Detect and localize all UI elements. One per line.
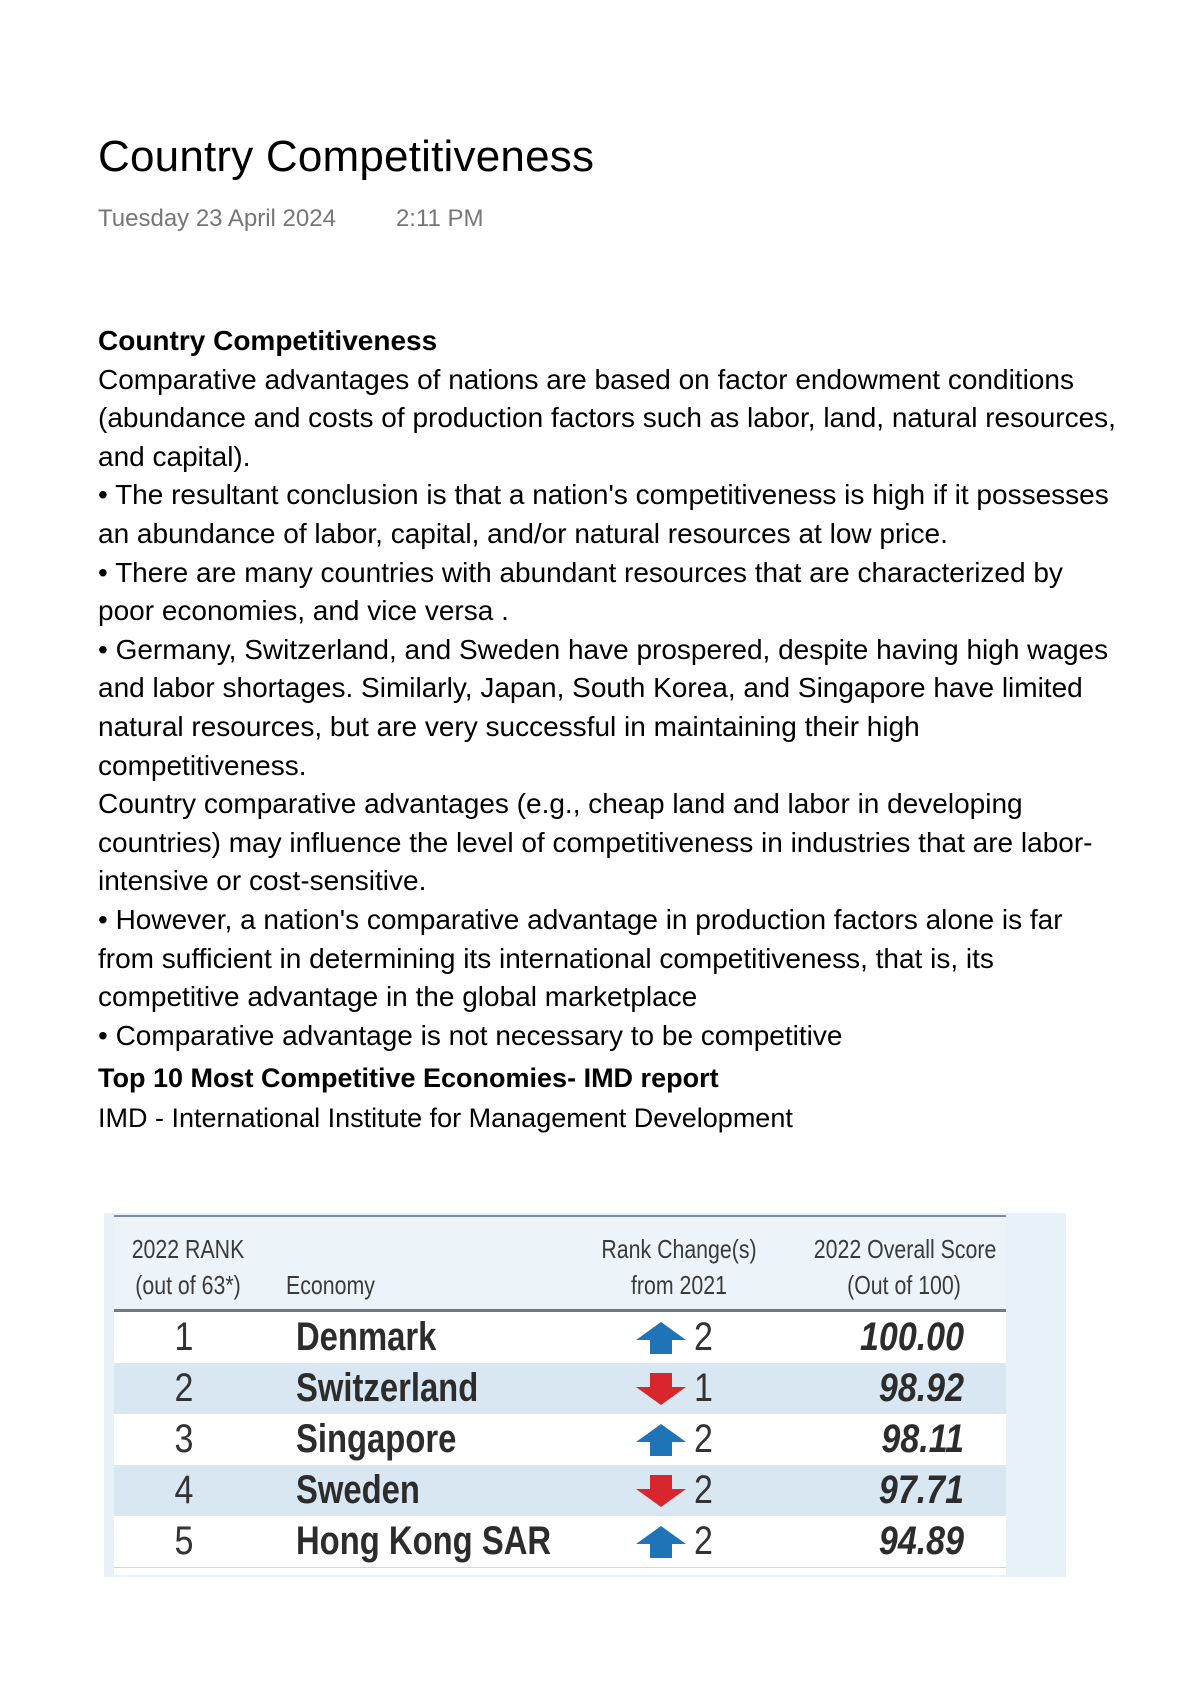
economy-cell: Switzerland <box>296 1366 479 1410</box>
table-row <box>114 1414 1006 1465</box>
table-row <box>114 1363 1006 1414</box>
economy-cell: Singapore <box>296 1417 457 1461</box>
body-line: and capital). <box>98 440 251 472</box>
body-line: Comparative advantages of nations are based on factor endowment conditions <box>98 363 1074 395</box>
arrow-up-icon <box>634 1422 688 1458</box>
page-date: Tuesday 23 April 2024 <box>98 205 336 232</box>
body-line: • Comparative advantage is not necessary to be competitive <box>98 1019 843 1051</box>
page-meta <box>98 205 484 233</box>
header-score-line2: (Out of 100) <box>847 1270 961 1300</box>
body-line: • Germany, Switzerland, and Sweden have prospered, despite having high wages <box>98 633 1109 665</box>
rank-cell: 3 <box>174 1417 194 1461</box>
rank-cell: 4 <box>174 1468 194 1512</box>
rank-change-cell: 2 <box>694 1519 713 1563</box>
rank-cell: 2 <box>174 1366 194 1410</box>
header-score <box>813 1231 997 1303</box>
economy-cell: Denmark <box>296 1315 437 1359</box>
rank-cell: 1 <box>174 1315 194 1359</box>
body-line: natural resources, but are very successful in maintaining their high <box>98 710 920 742</box>
header-rank <box>127 1231 248 1303</box>
body-line: and labor shortages. Similarly, Japan, South Korea, and Singapore have limited <box>98 672 1083 704</box>
economy-cell: Hong Kong SAR <box>296 1519 552 1563</box>
body-line: competitive advantage in the global marketplace <box>98 981 698 1013</box>
body-line: (abundance and costs of production factors such as labor, land, natural resources, <box>98 402 1116 434</box>
score-cell: 100.00 <box>860 1315 964 1359</box>
section-heading: Country Competitiveness <box>98 325 438 356</box>
body-line: • However, a nation's comparative advantage in production factors alone is far <box>98 903 1063 935</box>
economy-cell: Sweden <box>296 1468 420 1512</box>
body-line: an abundance of labor, capital, and/or natural resources at low price. <box>98 517 948 549</box>
table-inner <box>114 1215 1006 1575</box>
header-rank-line2: (out of 63*) <box>135 1270 241 1300</box>
report-subtitle: IMD - International Institute for Management Development <box>98 1103 793 1133</box>
rank-change-cell: 2 <box>694 1417 713 1461</box>
rank-change-cell: 2 <box>694 1468 713 1512</box>
report-title: Top 10 Most Competitive Economies- IMD report <box>98 1063 719 1093</box>
arrow-down-icon <box>634 1473 688 1509</box>
body-line: Country comparative advantages (e.g., cheap land and labor in developing <box>98 788 1023 820</box>
note-body <box>98 322 1200 1055</box>
score-cell: 94.89 <box>878 1519 964 1563</box>
header-change-line2: from 2021 <box>630 1270 727 1300</box>
header-change-line1: Rank Change(s) <box>601 1234 757 1264</box>
body-line: countries) may influence the level of competitiveness in industries that are labor- <box>98 826 1093 858</box>
body-line: from sufficient in determining its international competitiveness, that is, its <box>98 942 994 974</box>
arrow-up-icon <box>634 1524 688 1560</box>
rank-change-cell: 1 <box>694 1366 713 1410</box>
rank-change-cell: 2 <box>694 1315 713 1359</box>
body-line: intensive or cost-sensitive. <box>98 865 427 897</box>
score-cell: 98.92 <box>878 1366 964 1410</box>
table-header <box>114 1215 1006 1312</box>
arrow-down-icon <box>634 1371 688 1407</box>
table-row <box>114 1516 1006 1568</box>
body-line: • The resultant conclusion is that a nation's competitiveness is high if it possesses <box>98 479 1109 511</box>
table-row <box>114 1312 1006 1363</box>
header-score-line1: 2022 Overall Score <box>813 1234 997 1264</box>
rank-cell: 5 <box>174 1519 194 1563</box>
body-line: competitiveness. <box>98 749 307 781</box>
page-title: Country Competitiveness <box>98 132 595 181</box>
score-cell: 98.11 <box>881 1417 964 1461</box>
arrow-up-icon <box>634 1320 688 1356</box>
score-cell: 97.71 <box>878 1468 964 1512</box>
table-row <box>114 1465 1006 1516</box>
ranking-table <box>104 1213 1066 1577</box>
header-rank-change <box>601 1231 757 1303</box>
page-time: 2:11 PM <box>395 205 484 232</box>
header-rank-line1: 2022 RANK <box>131 1234 245 1264</box>
body-line: • There are many countries with abundant resources that are characterized by <box>98 556 1063 588</box>
body-line: poor economies, and vice versa . <box>98 595 509 627</box>
header-economy: Economy <box>286 1270 375 1300</box>
